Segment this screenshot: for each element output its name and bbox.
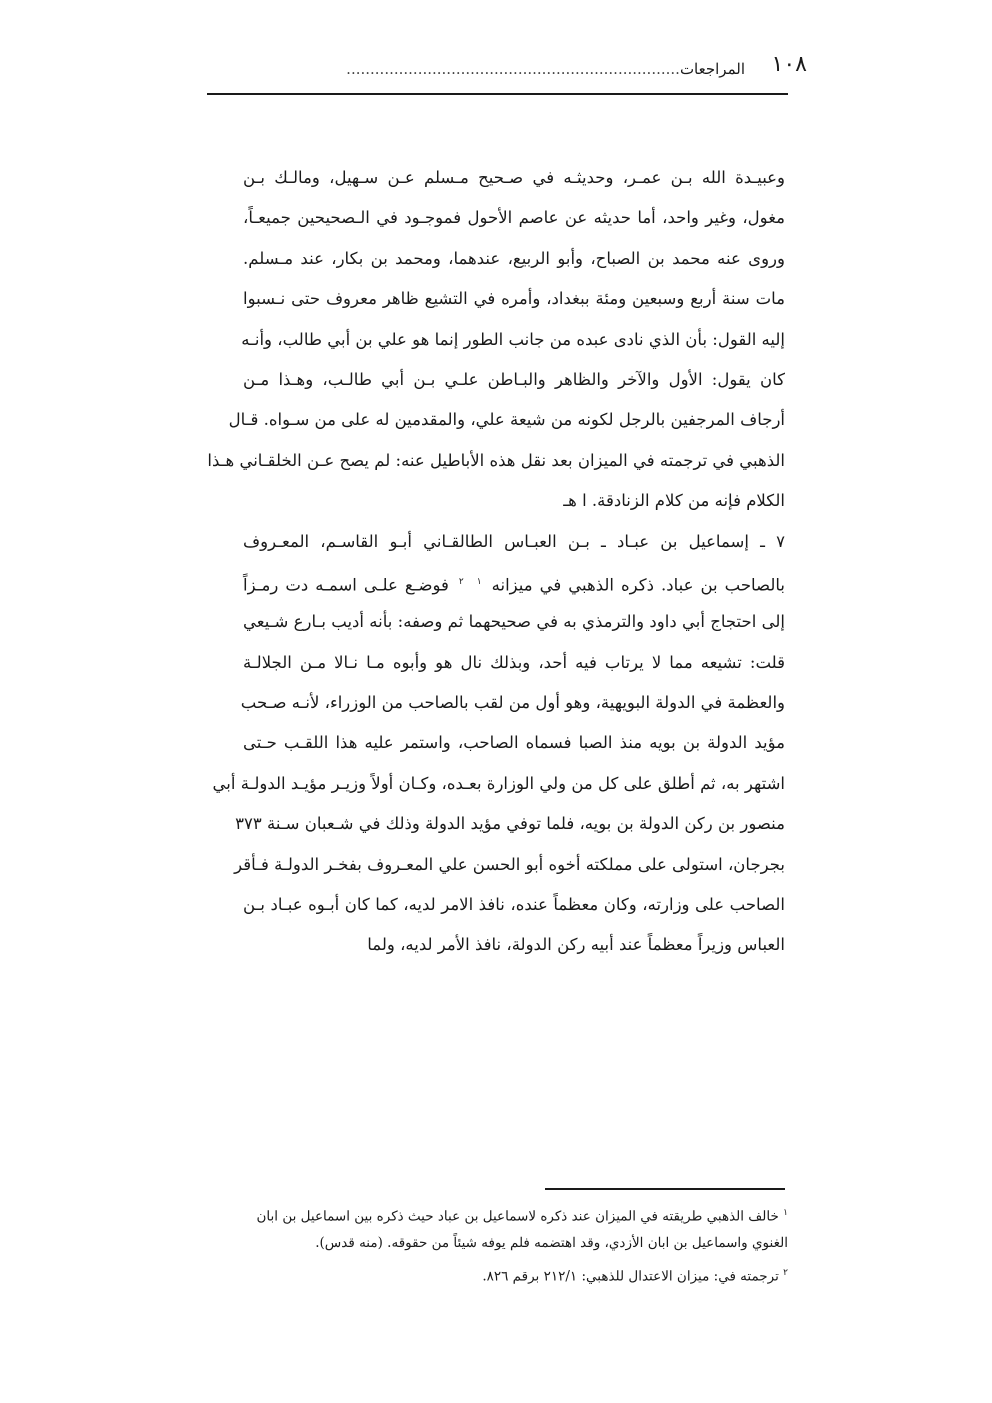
running-title-text: المراجعات: [679, 60, 745, 78]
text-line: قلت: تشيعه مما لا يرتاب فيه أحد، وبذلك نال هو وأبوه مـا نـالا مـن الجلالـة: [243, 652, 785, 672]
text-line: بجرجان، استولى على مملكته أخوه أبو الحسن علي المعـروف بفخـر الدولـة فـأقر: [234, 854, 785, 874]
text-line: ٧ ـ إسماعيل بن عبـاد ـ بـن العبـاس الطالقـاني أبـو القاسـم، المعـروف: [243, 531, 785, 551]
header-rule: [207, 93, 788, 95]
text-segment: فوضـع علـى اسمـه دت رمـزاً: [243, 575, 449, 595]
footnote-text: خالف الذهبي طريقته في الميزان عند ذكره لاسماعيل بن عباد حيث ذكره بين اسماعيل بن ابان: [256, 1208, 779, 1225]
text-line: كان يقول: الأول والآخر والظاهر والبـاطن علـي بـن أبي طالـب، وهـذا مـن: [243, 369, 785, 389]
text-line: وروى عنه محمد بن الصباح، وأبو الربيع، عندهما، ومحمد بن بكار، عند مـسلم.: [243, 248, 785, 268]
footnote-1: [190, 1198, 788, 1228]
text-line: أرجاف المرجفين بالرجل لكونه من شيعة علي، والمقدمين له على من سـواه. قـال: [228, 410, 785, 430]
footnote-marker-1: ١: [476, 576, 482, 587]
text-line: إلى احتجاج أبي داود والترمذي به في صحيحهما ثم وصفه: بأنه أديب بـارع شـيعي: [243, 612, 785, 632]
footnote-text: ترجمته في: ميزان الاعتدال للذهبي: ٢١٢/١ برقم ٨٢٦.: [482, 1268, 779, 1285]
footnote-rule: [545, 1188, 785, 1190]
leader-dots: ......................................................................: [346, 60, 680, 78]
footnote-number: ٢: [783, 1268, 788, 1278]
text-line: مات سنة أربع وسبعين ومئة ببغداد، وأمره في التشيع ظاهر معروف حتى نـسبوا: [243, 289, 785, 309]
text-line: وعبيـدة الله بـن عمـر، وحديثـه في صـحيح مـسلم عـن سـهيل، ومالـك بـن: [243, 168, 785, 187]
text-line: الصاحب على وزارته، وكان معظماً عنده، نافذ الامر لديه، كما كان أبـوه عبـاد بـن: [243, 895, 785, 915]
text-line: العباس وزيراً معظماً عند أبيه ركن الدولة، نافذ الأمر لديه، ولما: [367, 935, 785, 955]
page-header: [207, 52, 807, 92]
text-line: والعظمة في الدولة البويهية، وهو أول من لقب بالصاحب من الوزراء، لأنـه صـحب: [240, 693, 785, 713]
text-line: منصور بن ركن الدولة بن بويه، فلما توفي مؤيد الدولة وذلك في شـعبان سـنة ٣٧٣: [235, 814, 785, 834]
text-line: الكلام فإنه من كلام الزنادقة. ا هـ: [563, 491, 785, 511]
footnote-2: [190, 1258, 788, 1288]
footnotes: [190, 1198, 788, 1288]
text-line: مغول، وغير واحد، أما حديثه عن عاصم الأحول فموجـود في الـصحيحين جميعـاً،: [243, 208, 785, 228]
page-number: ١٠٨: [771, 52, 807, 77]
text-segment: بالصاحب بن عباد. ذكره الذهبي في ميزانه: [491, 575, 786, 595]
text-line: اشتهر به، ثم أطلق على كل من ولي الوزارة بعـده، وكـان أولاً وزيـر مؤيـد الدولـة أبي: [212, 773, 785, 793]
footnote-marker-2: ٢: [458, 576, 464, 587]
text-line: الذهبي في ترجمته في الميزان بعد نقل هذه الأباطيل عنه: لم يصح عـن الخلقـاني هـذا: [207, 450, 785, 470]
main-text: [207, 158, 786, 966]
footnote-number: ١: [783, 1208, 788, 1218]
text-line-with-footnote-markers: [243, 562, 785, 602]
running-title: [275, 60, 745, 78]
text-line: مؤيد الدولة بن بويه منذ الصبا فسماه الصاحب، واستمر عليه هذا اللقـب حـتى: [243, 733, 785, 753]
text-line: إليه القول: بأن الذي نادى عبده من جانب الطور إنما هو علي بن أبي طالب، وأنـه: [241, 329, 785, 349]
footnote-1-continued: الغنوي واسماعيل بن ابان الأزدي، وقد اهتضمه فلم يوفه شيئاً من حقوقه. (منه قدس).: [315, 1235, 788, 1251]
